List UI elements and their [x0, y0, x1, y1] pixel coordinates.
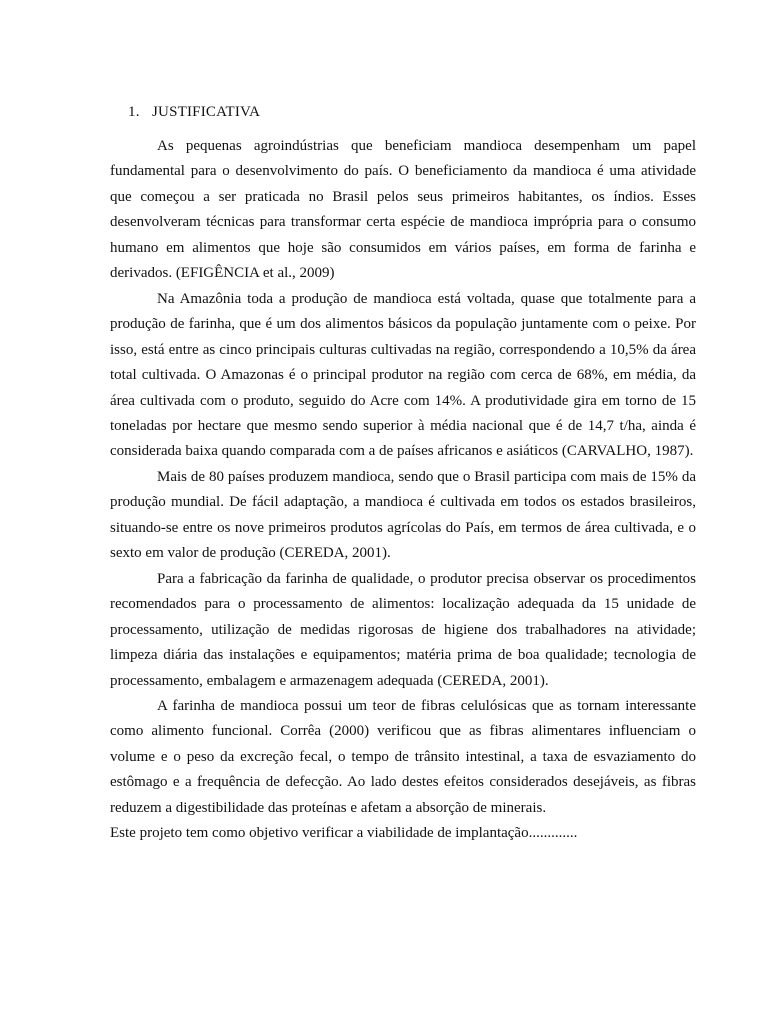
paragraph-5: A farinha de mandioca possui um teor de fibras celulósicas que as tornam interessante como alimento funcional. Corrêa (2000) verificou que as fibras alimentares influenciam o volume e o peso da excreção fecal, o tempo de trânsito intestinal, a taxa de esvaziamento do estômago e a frequência de defecção. Ao lado destes efeitos considerados desejáveis, as fibras reduzem a digestibilidade das proteínas e afetam a absorção de minerais.	[110, 697, 696, 816]
paragraph-3: Mais de 80 países produzem mandioca, sendo que o Brasil participa com mais de 15% da produção mundial. De fácil adaptação, a mandioca é cultivada em todos os estados brasileiros, situando-se entre os nove primeiros produtos agrícolas do País, em termos de área cultivada, e o sexto em valor de produção (CEREDA, 2001).	[110, 468, 696, 562]
closing-line: Este projeto tem como objetivo verificar a viabilidade de implantação.............	[110, 825, 578, 842]
section-heading	[128, 100, 260, 125]
body-text	[110, 134, 696, 847]
paragraph-4: Para a fabricação da farinha de qualidade, o produtor precisa observar os procedimentos recomendados para o processamento de alimentos: localização adequada da 15 unidade de processamento, utilização de medidas rigorosas de higiene dos trabalhadores na atividade; limpeza diária das instalações e equipamentos; matéria prima de boa qualidade; tecnologia de processamento, embalagem e armazenagem adequada (CEREDA, 2001).	[110, 570, 696, 689]
paragraph-1: As pequenas agroindústrias que beneficiam mandioca desempenham um papel fundamental para o desenvolvimento do país. O beneficiamento da mandioca é uma atividade que começou a ser praticada no Brasil pelos seus primeiros habitantes, os índios. Esses desenvolveram técnicas para transformar certa espécie de mandioca imprópria para o consumo humano em alimentos que hoje são consumidos em vários países, em forma de farinha e derivados. (EFIGÊNCIA et al., 2009)	[110, 138, 696, 282]
section-number: 1.	[128, 104, 140, 120]
paragraph-2: Na Amazônia toda a produção de mandioca está voltada, quase que totalmente para a produção de farinha, que é um dos alimentos básicos da população juntamente com o peixe. Por isso, está entre as cinco principais culturas cultivadas na região, correspondendo a 10,5% da área total cultivada. O Amazonas é o principal produtor na região com cerca de 68%, em média, da área cultivada com o produto, seguido do Acre com 14%. A produtividade gira em torno de 15 toneladas por hectare que mesmo sendo superior à média nacional que é de 14,7 t/ha, ainda é considerada baixa quando comparada com a de países africanos e asiáticos (CARVALHO, 1987).	[110, 290, 696, 460]
section-title: JUSTIFICATIVA	[152, 104, 261, 120]
